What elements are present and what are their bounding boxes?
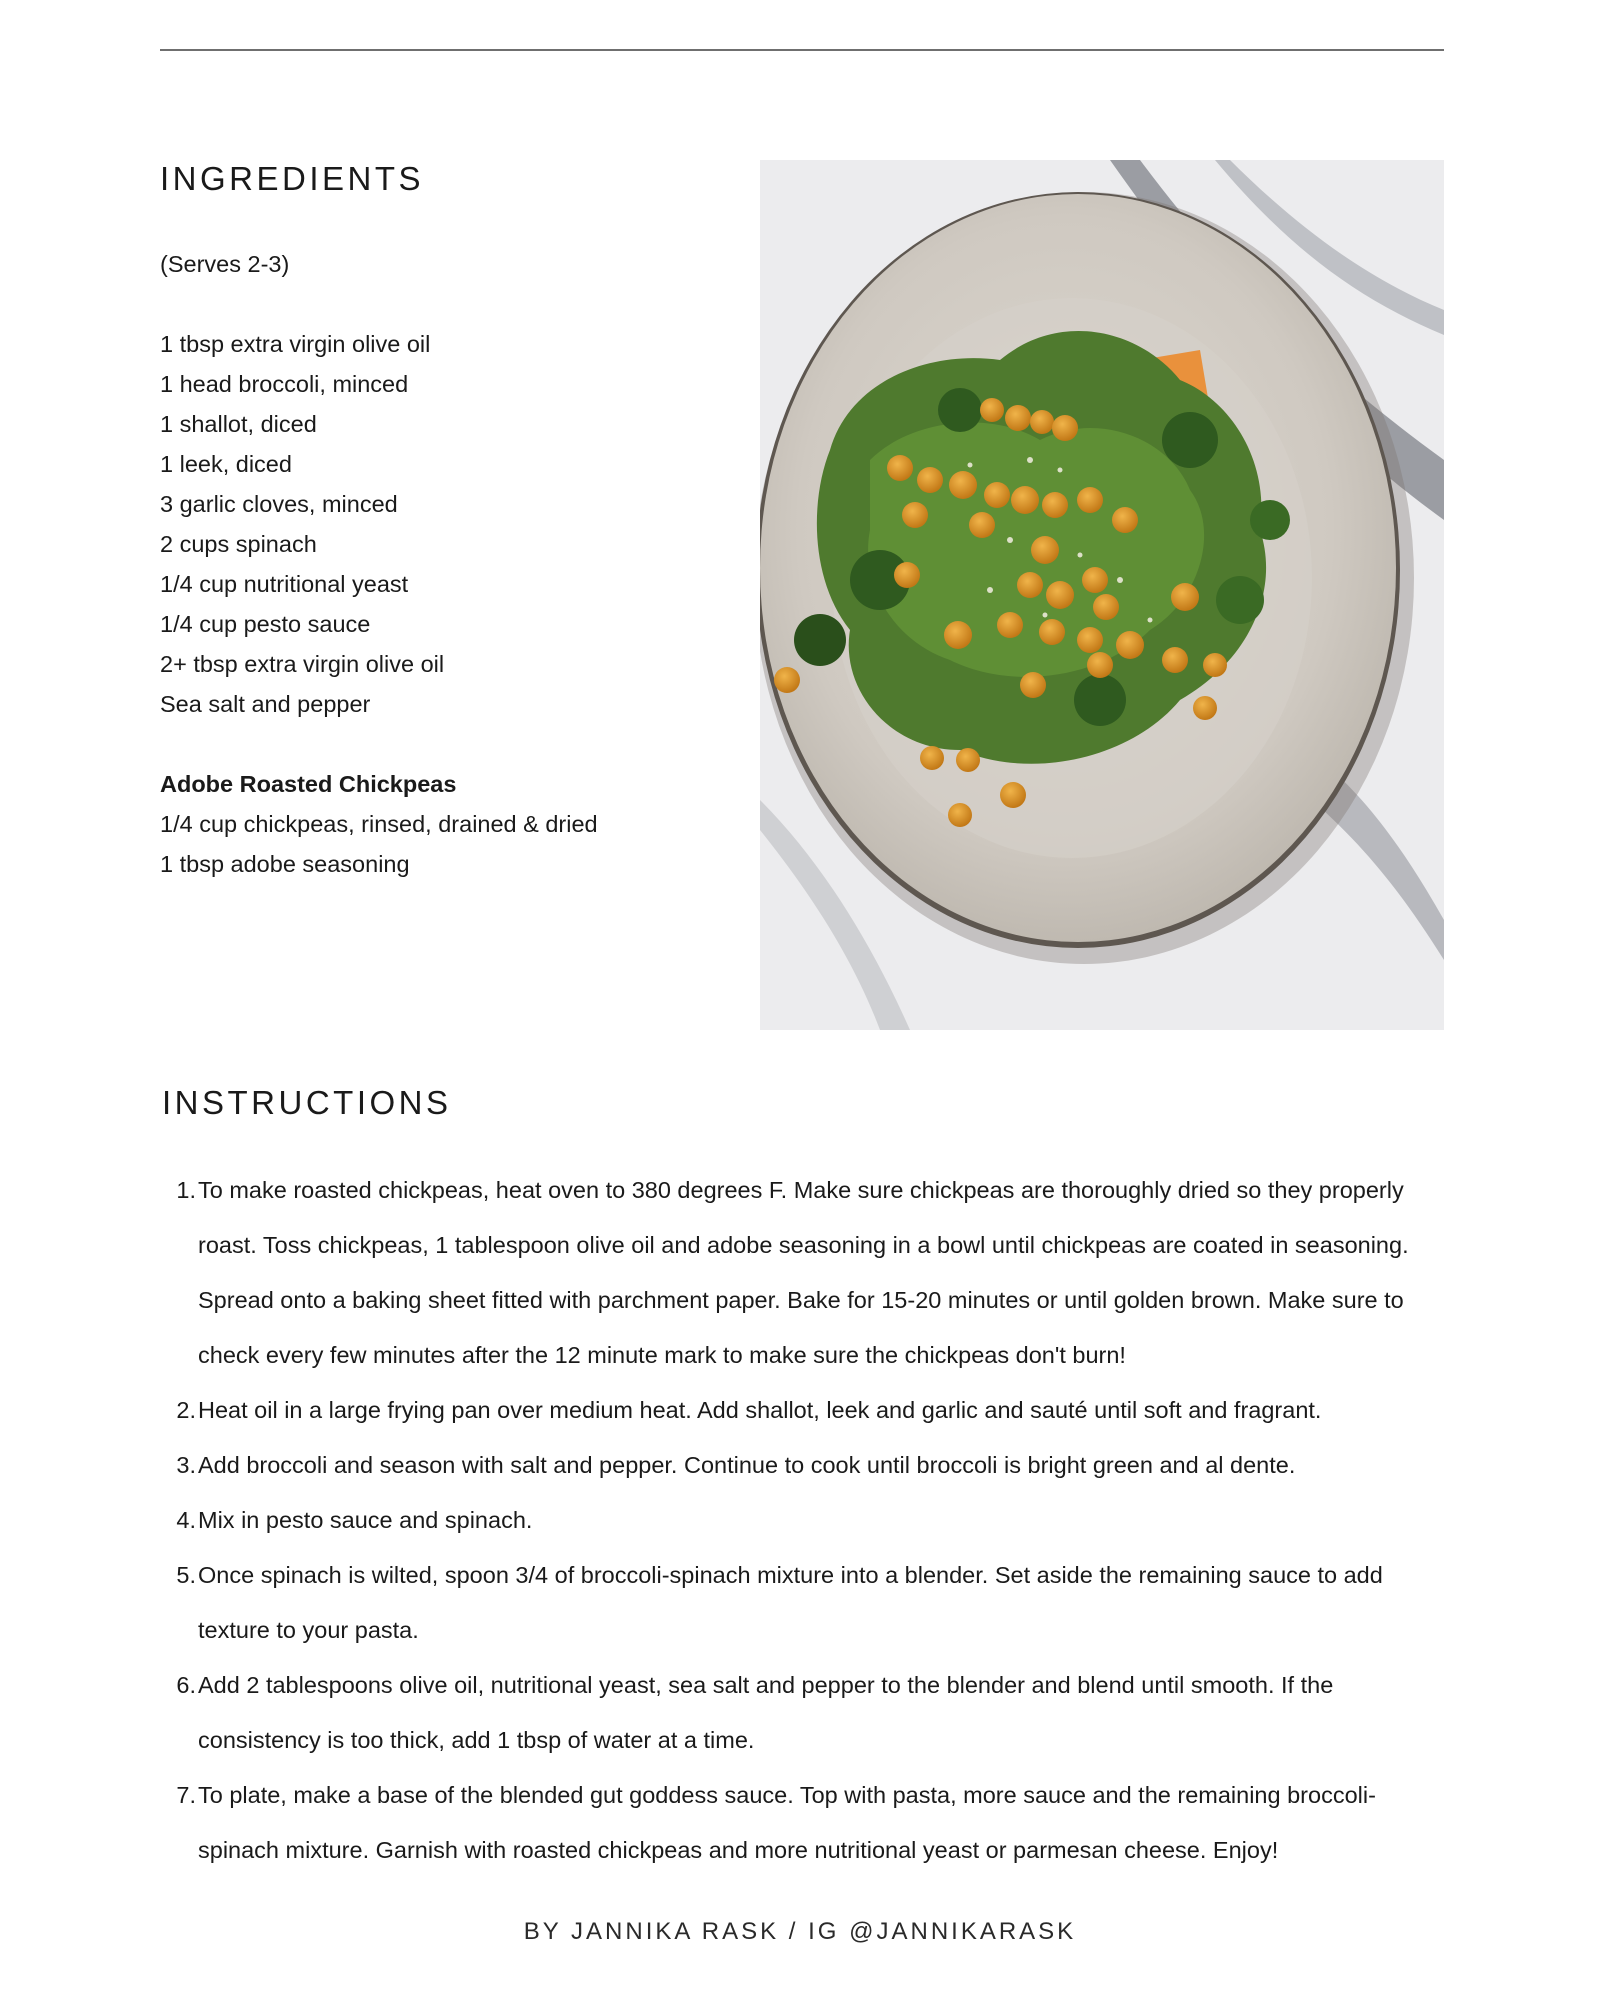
- step-text: Mix in pesto sauce and spinach.: [198, 1507, 533, 1533]
- ingredient-item: 1/4 cup nutritional yeast: [160, 571, 409, 597]
- ingredient-item: 2+ tbsp extra virgin olive oil: [160, 651, 445, 677]
- dish-photo: [760, 160, 1444, 1030]
- spacer: [160, 284, 730, 324]
- serves-note: (Serves 2-3): [160, 251, 290, 277]
- ingredient-item: 1 shallot, diced: [160, 411, 317, 437]
- step-number: 6.: [176, 1672, 196, 1698]
- chickpeas-subheading: Adobe Roasted Chickpeas: [160, 771, 457, 797]
- step-number: 4.: [176, 1507, 196, 1533]
- instruction-step: [160, 1383, 1450, 1438]
- step-number: 5.: [176, 1562, 196, 1588]
- ingredient-item: 1 tbsp extra virgin olive oil: [160, 331, 431, 357]
- instructions-list: [160, 1163, 1450, 1878]
- dish-illustration: [760, 160, 1444, 1030]
- spacer: [160, 724, 730, 764]
- ingredient-item: 1 head broccoli, minced: [160, 371, 409, 397]
- instructions-heading: INSTRUCTIONS: [162, 1084, 452, 1121]
- instruction-step: [160, 1658, 1450, 1768]
- ingredient-item: Sea salt and pepper: [160, 691, 371, 717]
- step-number: 1.: [176, 1177, 196, 1203]
- ingredient-item: 1/4 cup chickpeas, rinsed, drained & dried: [160, 811, 598, 837]
- author-credit: BY JANNIKA RASK / IG @JANNIKARASK: [523, 1918, 1077, 1945]
- step-number: 7.: [176, 1782, 196, 1808]
- ingredients-list: [160, 244, 730, 884]
- step-number: 3.: [176, 1452, 196, 1478]
- step-text: To plate, make a base of the blended gut goddess sauce. Top with pasta, more sauce and the remaining broccoli-spinach mixture. Garnish with roasted chickpeas and more nutritional yeast or parmesan cheese. Enjoy!: [198, 1782, 1376, 1863]
- ingredient-item: 3 garlic cloves, minced: [160, 491, 398, 517]
- ingredients-heading: INGREDIENTS: [160, 160, 425, 197]
- step-text: Heat oil in a large frying pan over medium heat. Add shallot, leek and garlic and sauté until soft and fragrant.: [198, 1397, 1322, 1423]
- step-text: Add broccoli and season with salt and pepper. Continue to cook until broccoli is bright green and al dente.: [198, 1452, 1296, 1478]
- instruction-step: [160, 1548, 1450, 1658]
- step-text: To make roasted chickpeas, heat oven to 380 degrees F. Make sure chickpeas are thoroughly dried so they properly roast. Toss chickpeas, 1 tablespoon olive oil and adobe seasoning in a bowl until chickpeas are coated in seasoning. Spread onto a baking sheet fitted with parchment paper. Bake for 15-20 minutes or until golden brown. Make sure to check every few minutes after the 12 minute mark to make sure the chickpeas don't burn!: [198, 1177, 1409, 1368]
- top-divider: [160, 49, 1444, 51]
- ingredient-item: 1 leek, diced: [160, 451, 292, 477]
- ingredient-item: 1 tbsp adobe seasoning: [160, 851, 410, 877]
- instruction-step: [160, 1163, 1450, 1383]
- instruction-step: [160, 1768, 1450, 1878]
- step-text: Once spinach is wilted, spoon 3/4 of broccoli-spinach mixture into a blender. Set aside the remaining sauce to add texture to your pasta.: [198, 1562, 1383, 1643]
- instruction-step: [160, 1438, 1450, 1493]
- step-text: Add 2 tablespoons olive oil, nutritional yeast, sea salt and pepper to the blender and blend until smooth. If the consistency is too thick, add 1 tbsp of water at a time.: [198, 1672, 1334, 1753]
- ingredient-item: 2 cups spinach: [160, 531, 317, 557]
- instruction-step: [160, 1493, 1450, 1548]
- step-number: 2.: [176, 1397, 196, 1423]
- ingredient-item: 1/4 cup pesto sauce: [160, 611, 371, 637]
